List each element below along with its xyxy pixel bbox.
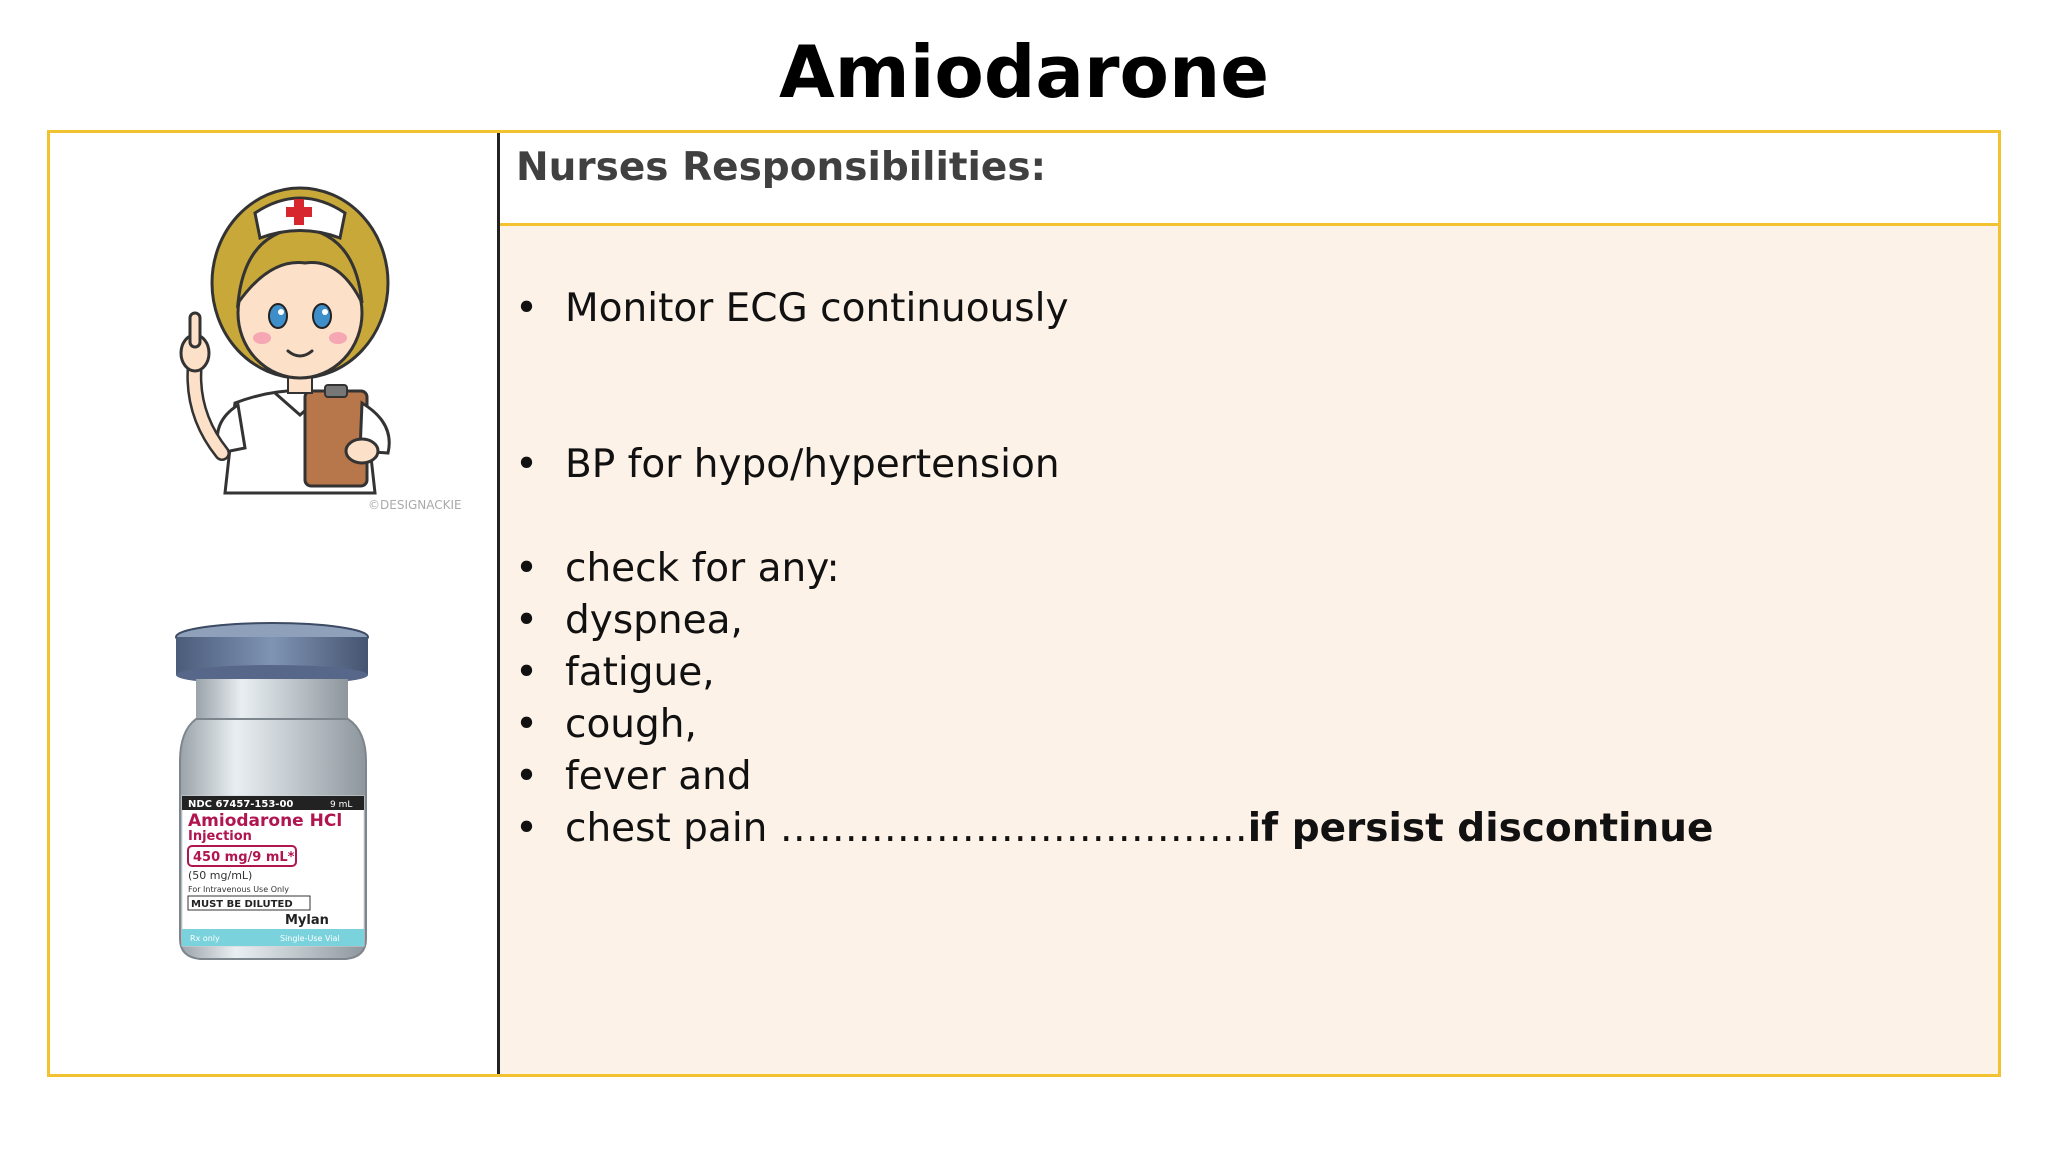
list-item: • BP for hypo/hypertension [515,442,1060,487]
section-heading: Nurses Responsibilities: [516,145,1047,190]
amiodarone-vial-image [160,621,390,971]
list-item: • fever and [515,754,752,799]
image-column [50,133,500,1074]
nurse-illustration [150,153,450,513]
vial-footer-right: Single-Use Vial [280,934,340,943]
vial-footer-left: Rx only [190,934,220,943]
list-item: • dyspnea, [515,598,743,643]
vial-drug-name: Amiodarone HCl [188,811,343,831]
vial-warning: MUST BE DILUTED [191,899,293,910]
image-credit: ©DESIGNACKIE [368,498,462,512]
list-item: • cough, [515,702,697,747]
vial-ndc: NDC 67457-153-00 [188,799,294,810]
vial-strength: 450 mg/9 mL* [193,850,295,865]
list-item: • check for any: [515,546,840,591]
list-item: • chest pain ………………………………if persist discontinue [515,806,1714,851]
slide-title: Amiodarone [778,30,1270,114]
vial-route: For Intravenous Use Only [188,885,290,894]
content-table [47,130,2001,1077]
emphasis-text: if persist discontinue [1247,806,1714,851]
table-header [500,133,1998,226]
vial-volume: 9 mL [330,800,353,810]
vial-maker: Mylan [285,913,329,928]
list-item: • Monitor ECG continuously [515,286,1069,331]
vial-form: Injection [188,829,252,844]
list-item: • fatigue, [515,650,715,695]
responsibilities-list [500,226,1998,1074]
vial-concentration: (50 mg/mL) [188,869,253,882]
